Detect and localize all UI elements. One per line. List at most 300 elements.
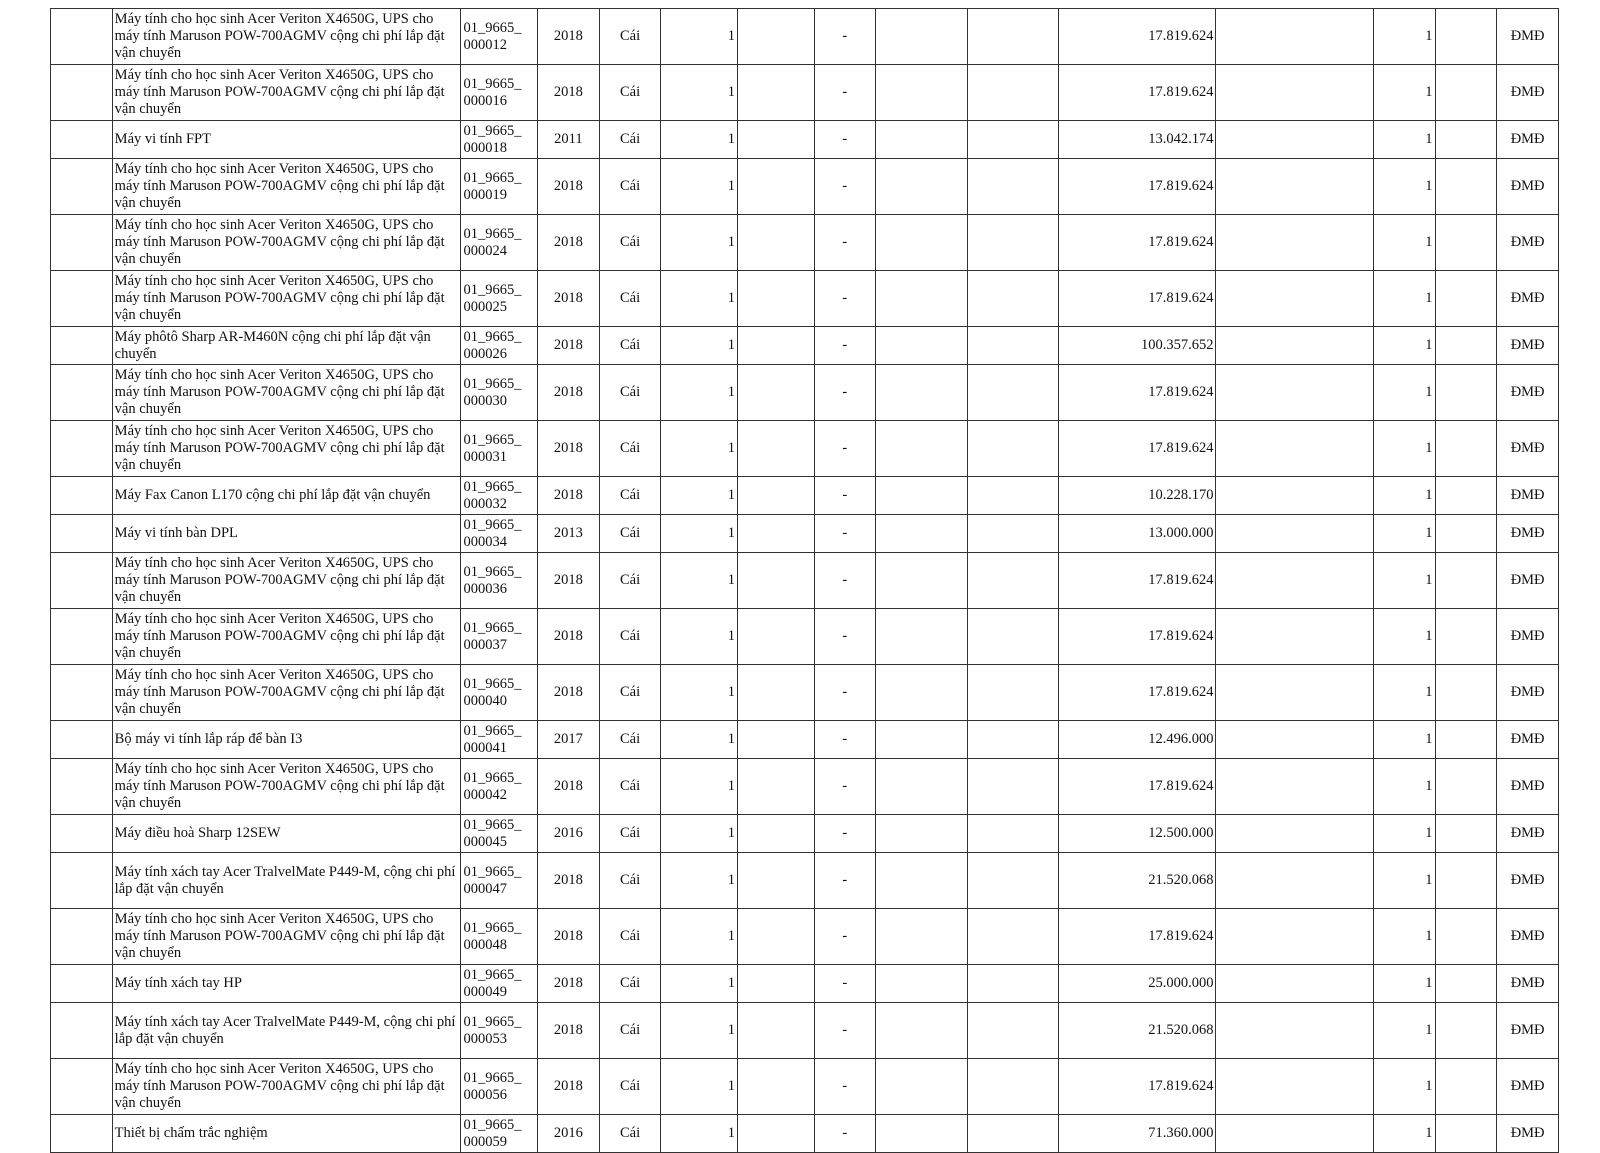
index-cell bbox=[51, 1003, 113, 1059]
condition-cell: ĐMĐ bbox=[1497, 365, 1559, 421]
empty-cell bbox=[967, 515, 1058, 553]
empty-cell bbox=[1435, 1115, 1497, 1153]
count-cell: 1 bbox=[1373, 327, 1435, 365]
description-cell: Máy tính cho học sinh Acer Veriton X4650G, UPS cho máy tính Maruson POW-700AGMV cộng chi phí lắp đặt vận chuyển bbox=[112, 159, 461, 215]
count-cell: 1 bbox=[1373, 421, 1435, 477]
dash-cell: - bbox=[814, 477, 876, 515]
description-cell: Bộ máy vi tính lắp ráp để bàn I3 bbox=[112, 721, 461, 759]
value-cell: 17.819.624 bbox=[1059, 215, 1216, 271]
empty-cell bbox=[967, 65, 1058, 121]
table-row bbox=[51, 1115, 1559, 1153]
unit-cell: Cái bbox=[599, 121, 661, 159]
count-cell: 1 bbox=[1373, 271, 1435, 327]
description-cell: Thiết bị chấm trắc nghiệm bbox=[112, 1115, 461, 1153]
asset-code-cell: 01_9665_ 000024 bbox=[461, 215, 538, 271]
value-cell: 21.520.068 bbox=[1059, 1003, 1216, 1059]
year-cell: 2018 bbox=[538, 553, 600, 609]
quantity-cell: 1 bbox=[661, 965, 738, 1003]
table-row bbox=[51, 853, 1559, 909]
condition-cell: ĐMĐ bbox=[1497, 1115, 1559, 1153]
asset-code-cell: 01_9665_ 000032 bbox=[461, 477, 538, 515]
count-cell: 1 bbox=[1373, 815, 1435, 853]
unit-cell: Cái bbox=[599, 159, 661, 215]
value-cell: 21.520.068 bbox=[1059, 853, 1216, 909]
condition-cell: ĐMĐ bbox=[1497, 1059, 1559, 1115]
table-row bbox=[51, 327, 1559, 365]
empty-cell bbox=[876, 9, 967, 65]
empty-cell bbox=[1216, 609, 1373, 665]
unit-cell: Cái bbox=[599, 65, 661, 121]
index-cell bbox=[51, 365, 113, 421]
dash-cell: - bbox=[814, 665, 876, 721]
table-row bbox=[51, 1003, 1559, 1059]
unit-cell: Cái bbox=[599, 327, 661, 365]
dash-cell: - bbox=[814, 65, 876, 121]
description-cell: Máy tính cho học sinh Acer Veriton X4650G, UPS cho máy tính Maruson POW-700AGMV cộng chi phí lắp đặt vận chuyển bbox=[112, 759, 461, 815]
empty-cell bbox=[737, 121, 814, 159]
empty-cell bbox=[737, 553, 814, 609]
quantity-cell: 1 bbox=[661, 853, 738, 909]
value-cell: 17.819.624 bbox=[1059, 759, 1216, 815]
description-cell: Máy tính cho học sinh Acer Veriton X4650G, UPS cho máy tính Maruson POW-700AGMV cộng chi phí lắp đặt vận chuyển bbox=[112, 215, 461, 271]
count-cell: 1 bbox=[1373, 9, 1435, 65]
index-cell bbox=[51, 121, 113, 159]
dash-cell: - bbox=[814, 515, 876, 553]
empty-cell bbox=[737, 1115, 814, 1153]
empty-cell bbox=[737, 1003, 814, 1059]
empty-cell bbox=[967, 9, 1058, 65]
year-cell: 2017 bbox=[538, 721, 600, 759]
empty-cell bbox=[967, 121, 1058, 159]
empty-cell bbox=[876, 1059, 967, 1115]
asset-code-cell: 01_9665_ 000048 bbox=[461, 909, 538, 965]
dash-cell: - bbox=[814, 1003, 876, 1059]
empty-cell bbox=[876, 909, 967, 965]
table-row bbox=[51, 121, 1559, 159]
year-cell: 2018 bbox=[538, 327, 600, 365]
empty-cell bbox=[737, 853, 814, 909]
empty-cell bbox=[876, 965, 967, 1003]
empty-cell bbox=[876, 721, 967, 759]
description-cell: Máy điều hoà Sharp 12SEW bbox=[112, 815, 461, 853]
quantity-cell: 1 bbox=[661, 909, 738, 965]
empty-cell bbox=[876, 853, 967, 909]
empty-cell bbox=[876, 815, 967, 853]
empty-cell bbox=[967, 815, 1058, 853]
dash-cell: - bbox=[814, 609, 876, 665]
empty-cell bbox=[1216, 477, 1373, 515]
empty-cell bbox=[737, 965, 814, 1003]
value-cell: 12.496.000 bbox=[1059, 721, 1216, 759]
condition-cell: ĐMĐ bbox=[1497, 515, 1559, 553]
empty-cell bbox=[1216, 721, 1373, 759]
asset-code-cell: 01_9665_ 000016 bbox=[461, 65, 538, 121]
asset-code-cell: 01_9665_ 000059 bbox=[461, 1115, 538, 1153]
quantity-cell: 1 bbox=[661, 1003, 738, 1059]
condition-cell: ĐMĐ bbox=[1497, 665, 1559, 721]
description-cell: Máy tính cho học sinh Acer Veriton X4650G, UPS cho máy tính Maruson POW-700AGMV cộng chi phí lắp đặt vận chuyển bbox=[112, 1059, 461, 1115]
condition-cell: ĐMĐ bbox=[1497, 477, 1559, 515]
empty-cell bbox=[876, 365, 967, 421]
empty-cell bbox=[967, 1059, 1058, 1115]
dash-cell: - bbox=[814, 965, 876, 1003]
count-cell: 1 bbox=[1373, 1115, 1435, 1153]
description-cell: Máy tính cho học sinh Acer Veriton X4650G, UPS cho máy tính Maruson POW-700AGMV cộng chi phí lắp đặt vận chuyển bbox=[112, 271, 461, 327]
year-cell: 2018 bbox=[538, 1003, 600, 1059]
empty-cell bbox=[737, 215, 814, 271]
index-cell bbox=[51, 965, 113, 1003]
empty-cell bbox=[1216, 515, 1373, 553]
condition-cell: ĐMĐ bbox=[1497, 121, 1559, 159]
value-cell: 25.000.000 bbox=[1059, 965, 1216, 1003]
count-cell: 1 bbox=[1373, 665, 1435, 721]
condition-cell: ĐMĐ bbox=[1497, 965, 1559, 1003]
quantity-cell: 1 bbox=[661, 1115, 738, 1153]
asset-code-cell: 01_9665_ 000040 bbox=[461, 665, 538, 721]
asset-code-cell: 01_9665_ 000036 bbox=[461, 553, 538, 609]
condition-cell: ĐMĐ bbox=[1497, 759, 1559, 815]
empty-cell bbox=[967, 327, 1058, 365]
dash-cell: - bbox=[814, 121, 876, 159]
year-cell: 2018 bbox=[538, 9, 600, 65]
dash-cell: - bbox=[814, 553, 876, 609]
empty-cell bbox=[967, 421, 1058, 477]
empty-cell bbox=[737, 9, 814, 65]
empty-cell bbox=[876, 1003, 967, 1059]
description-cell: Máy tính cho học sinh Acer Veriton X4650G, UPS cho máy tính Maruson POW-700AGMV cộng chi phí lắp đặt vận chuyển bbox=[112, 909, 461, 965]
count-cell: 1 bbox=[1373, 1059, 1435, 1115]
empty-cell bbox=[967, 909, 1058, 965]
value-cell: 17.819.624 bbox=[1059, 421, 1216, 477]
empty-cell bbox=[737, 159, 814, 215]
unit-cell: Cái bbox=[599, 9, 661, 65]
unit-cell: Cái bbox=[599, 965, 661, 1003]
quantity-cell: 1 bbox=[661, 815, 738, 853]
unit-cell: Cái bbox=[599, 365, 661, 421]
quantity-cell: 1 bbox=[661, 159, 738, 215]
index-cell bbox=[51, 159, 113, 215]
unit-cell: Cái bbox=[599, 1059, 661, 1115]
empty-cell bbox=[967, 721, 1058, 759]
description-cell: Máy tính cho học sinh Acer Veriton X4650G, UPS cho máy tính Maruson POW-700AGMV cộng chi phí lắp đặt vận chuyển bbox=[112, 421, 461, 477]
empty-cell bbox=[967, 159, 1058, 215]
empty-cell bbox=[1435, 1003, 1497, 1059]
quantity-cell: 1 bbox=[661, 215, 738, 271]
index-cell bbox=[51, 665, 113, 721]
condition-cell: ĐMĐ bbox=[1497, 215, 1559, 271]
index-cell bbox=[51, 1059, 113, 1115]
index-cell bbox=[51, 271, 113, 327]
empty-cell bbox=[967, 1003, 1058, 1059]
empty-cell bbox=[876, 159, 967, 215]
empty-cell bbox=[1216, 665, 1373, 721]
empty-cell bbox=[737, 421, 814, 477]
description-cell: Máy vi tính FPT bbox=[112, 121, 461, 159]
dash-cell: - bbox=[814, 365, 876, 421]
table-row bbox=[51, 609, 1559, 665]
unit-cell: Cái bbox=[599, 553, 661, 609]
empty-cell bbox=[967, 365, 1058, 421]
dash-cell: - bbox=[814, 421, 876, 477]
empty-cell bbox=[967, 759, 1058, 815]
empty-cell bbox=[1216, 121, 1373, 159]
quantity-cell: 1 bbox=[661, 271, 738, 327]
description-cell: Máy tính xách tay Acer TralvelMate P449-M, cộng chi phí lắp đặt vận chuyển bbox=[112, 1003, 461, 1059]
empty-cell bbox=[1435, 909, 1497, 965]
table-row bbox=[51, 65, 1559, 121]
value-cell: 13.042.174 bbox=[1059, 121, 1216, 159]
unit-cell: Cái bbox=[599, 759, 661, 815]
empty-cell bbox=[737, 65, 814, 121]
empty-cell bbox=[1435, 665, 1497, 721]
table-row bbox=[51, 721, 1559, 759]
count-cell: 1 bbox=[1373, 1003, 1435, 1059]
table-row bbox=[51, 759, 1559, 815]
empty-cell bbox=[1435, 271, 1497, 327]
condition-cell: ĐMĐ bbox=[1497, 721, 1559, 759]
dash-cell: - bbox=[814, 1115, 876, 1153]
table-row bbox=[51, 215, 1559, 271]
quantity-cell: 1 bbox=[661, 327, 738, 365]
value-cell: 17.819.624 bbox=[1059, 159, 1216, 215]
count-cell: 1 bbox=[1373, 553, 1435, 609]
index-cell bbox=[51, 515, 113, 553]
asset-code-cell: 01_9665_ 000026 bbox=[461, 327, 538, 365]
index-cell bbox=[51, 65, 113, 121]
condition-cell: ĐMĐ bbox=[1497, 271, 1559, 327]
empty-cell bbox=[1216, 365, 1373, 421]
condition-cell: ĐMĐ bbox=[1497, 327, 1559, 365]
empty-cell bbox=[1216, 909, 1373, 965]
empty-cell bbox=[1435, 215, 1497, 271]
asset-code-cell: 01_9665_ 000047 bbox=[461, 853, 538, 909]
table-body bbox=[51, 9, 1559, 1153]
table-row bbox=[51, 421, 1559, 477]
condition-cell: ĐMĐ bbox=[1497, 815, 1559, 853]
empty-cell bbox=[1435, 421, 1497, 477]
quantity-cell: 1 bbox=[661, 477, 738, 515]
year-cell: 2018 bbox=[538, 65, 600, 121]
year-cell: 2013 bbox=[538, 515, 600, 553]
empty-cell bbox=[1435, 365, 1497, 421]
unit-cell: Cái bbox=[599, 721, 661, 759]
empty-cell bbox=[1435, 515, 1497, 553]
year-cell: 2018 bbox=[538, 477, 600, 515]
empty-cell bbox=[1435, 553, 1497, 609]
empty-cell bbox=[967, 271, 1058, 327]
count-cell: 1 bbox=[1373, 159, 1435, 215]
empty-cell bbox=[876, 515, 967, 553]
year-cell: 2016 bbox=[538, 1115, 600, 1153]
dash-cell: - bbox=[814, 327, 876, 365]
empty-cell bbox=[1216, 327, 1373, 365]
empty-cell bbox=[876, 759, 967, 815]
asset-code-cell: 01_9665_ 000045 bbox=[461, 815, 538, 853]
empty-cell bbox=[1435, 477, 1497, 515]
unit-cell: Cái bbox=[599, 815, 661, 853]
empty-cell bbox=[1435, 815, 1497, 853]
empty-cell bbox=[876, 121, 967, 159]
empty-cell bbox=[967, 609, 1058, 665]
year-cell: 2018 bbox=[538, 365, 600, 421]
index-cell bbox=[51, 215, 113, 271]
empty-cell bbox=[876, 1115, 967, 1153]
empty-cell bbox=[1216, 421, 1373, 477]
index-cell bbox=[51, 477, 113, 515]
value-cell: 17.819.624 bbox=[1059, 365, 1216, 421]
table-row bbox=[51, 553, 1559, 609]
description-cell: Máy tính cho học sinh Acer Veriton X4650G, UPS cho máy tính Maruson POW-700AGMV cộng chi phí lắp đặt vận chuyển bbox=[112, 665, 461, 721]
empty-cell bbox=[1435, 65, 1497, 121]
empty-cell bbox=[737, 815, 814, 853]
count-cell: 1 bbox=[1373, 121, 1435, 159]
empty-cell bbox=[1216, 271, 1373, 327]
year-cell: 2018 bbox=[538, 215, 600, 271]
quantity-cell: 1 bbox=[661, 1059, 738, 1115]
table-row bbox=[51, 1059, 1559, 1115]
dash-cell: - bbox=[814, 215, 876, 271]
count-cell: 1 bbox=[1373, 965, 1435, 1003]
asset-code-cell: 01_9665_ 000030 bbox=[461, 365, 538, 421]
year-cell: 2018 bbox=[538, 665, 600, 721]
empty-cell bbox=[876, 327, 967, 365]
empty-cell bbox=[876, 65, 967, 121]
empty-cell bbox=[876, 271, 967, 327]
quantity-cell: 1 bbox=[661, 421, 738, 477]
quantity-cell: 1 bbox=[661, 121, 738, 159]
empty-cell bbox=[967, 665, 1058, 721]
empty-cell bbox=[1435, 609, 1497, 665]
value-cell: 17.819.624 bbox=[1059, 65, 1216, 121]
value-cell: 100.357.652 bbox=[1059, 327, 1216, 365]
empty-cell bbox=[1435, 759, 1497, 815]
empty-cell bbox=[967, 853, 1058, 909]
dash-cell: - bbox=[814, 159, 876, 215]
empty-cell bbox=[737, 665, 814, 721]
condition-cell: ĐMĐ bbox=[1497, 609, 1559, 665]
table-row bbox=[51, 909, 1559, 965]
quantity-cell: 1 bbox=[661, 609, 738, 665]
asset-code-cell: 01_9665_ 000034 bbox=[461, 515, 538, 553]
value-cell: 17.819.624 bbox=[1059, 609, 1216, 665]
empty-cell bbox=[1216, 1059, 1373, 1115]
dash-cell: - bbox=[814, 759, 876, 815]
index-cell bbox=[51, 759, 113, 815]
year-cell: 2018 bbox=[538, 421, 600, 477]
condition-cell: ĐMĐ bbox=[1497, 553, 1559, 609]
empty-cell bbox=[737, 365, 814, 421]
empty-cell bbox=[967, 965, 1058, 1003]
count-cell: 1 bbox=[1373, 365, 1435, 421]
asset-code-cell: 01_9665_ 000019 bbox=[461, 159, 538, 215]
description-cell: Máy tính cho học sinh Acer Veriton X4650G, UPS cho máy tính Maruson POW-700AGMV cộng chi phí lắp đặt vận chuyển bbox=[112, 365, 461, 421]
unit-cell: Cái bbox=[599, 515, 661, 553]
index-cell bbox=[51, 553, 113, 609]
empty-cell bbox=[1435, 159, 1497, 215]
empty-cell bbox=[737, 721, 814, 759]
description-cell: Máy tính xách tay Acer TralvelMate P449-M, cộng chi phí lắp đặt vận chuyển bbox=[112, 853, 461, 909]
quantity-cell: 1 bbox=[661, 665, 738, 721]
quantity-cell: 1 bbox=[661, 721, 738, 759]
table-row bbox=[51, 515, 1559, 553]
dash-cell: - bbox=[814, 815, 876, 853]
asset-code-cell: 01_9665_ 000012 bbox=[461, 9, 538, 65]
count-cell: 1 bbox=[1373, 477, 1435, 515]
empty-cell bbox=[967, 1115, 1058, 1153]
value-cell: 17.819.624 bbox=[1059, 665, 1216, 721]
quantity-cell: 1 bbox=[661, 65, 738, 121]
year-cell: 2018 bbox=[538, 609, 600, 665]
unit-cell: Cái bbox=[599, 421, 661, 477]
table-row bbox=[51, 665, 1559, 721]
empty-cell bbox=[737, 909, 814, 965]
value-cell: 13.000.000 bbox=[1059, 515, 1216, 553]
condition-cell: ĐMĐ bbox=[1497, 1003, 1559, 1059]
quantity-cell: 1 bbox=[661, 553, 738, 609]
unit-cell: Cái bbox=[599, 1003, 661, 1059]
asset-code-cell: 01_9665_ 000037 bbox=[461, 609, 538, 665]
condition-cell: ĐMĐ bbox=[1497, 9, 1559, 65]
condition-cell: ĐMĐ bbox=[1497, 159, 1559, 215]
description-cell: Máy tính cho học sinh Acer Veriton X4650G, UPS cho máy tính Maruson POW-700AGMV cộng chi phí lắp đặt vận chuyển bbox=[112, 9, 461, 65]
index-cell bbox=[51, 721, 113, 759]
empty-cell bbox=[876, 665, 967, 721]
empty-cell bbox=[737, 477, 814, 515]
empty-cell bbox=[876, 421, 967, 477]
empty-cell bbox=[1216, 965, 1373, 1003]
description-cell: Máy phôtô Sharp AR-M460N cộng chi phí lắp đặt vận chuyển bbox=[112, 327, 461, 365]
empty-cell bbox=[737, 327, 814, 365]
empty-cell bbox=[1435, 965, 1497, 1003]
asset-table bbox=[50, 8, 1559, 1153]
index-cell bbox=[51, 815, 113, 853]
count-cell: 1 bbox=[1373, 515, 1435, 553]
value-cell: 17.819.624 bbox=[1059, 1059, 1216, 1115]
year-cell: 2018 bbox=[538, 759, 600, 815]
condition-cell: ĐMĐ bbox=[1497, 909, 1559, 965]
empty-cell bbox=[1216, 853, 1373, 909]
empty-cell bbox=[1435, 327, 1497, 365]
empty-cell bbox=[1216, 1003, 1373, 1059]
year-cell: 2011 bbox=[538, 121, 600, 159]
unit-cell: Cái bbox=[599, 609, 661, 665]
description-cell: Máy tính cho học sinh Acer Veriton X4650G, UPS cho máy tính Maruson POW-700AGMV cộng chi phí lắp đặt vận chuyển bbox=[112, 553, 461, 609]
index-cell bbox=[51, 327, 113, 365]
index-cell bbox=[51, 9, 113, 65]
empty-cell bbox=[876, 215, 967, 271]
asset-code-cell: 01_9665_ 000031 bbox=[461, 421, 538, 477]
table-row bbox=[51, 965, 1559, 1003]
value-cell: 17.819.624 bbox=[1059, 271, 1216, 327]
quantity-cell: 1 bbox=[661, 9, 738, 65]
year-cell: 2018 bbox=[538, 271, 600, 327]
quantity-cell: 1 bbox=[661, 365, 738, 421]
year-cell: 2018 bbox=[538, 965, 600, 1003]
value-cell: 12.500.000 bbox=[1059, 815, 1216, 853]
dash-cell: - bbox=[814, 909, 876, 965]
value-cell: 71.360.000 bbox=[1059, 1115, 1216, 1153]
index-cell bbox=[51, 909, 113, 965]
empty-cell bbox=[1435, 853, 1497, 909]
dash-cell: - bbox=[814, 721, 876, 759]
count-cell: 1 bbox=[1373, 65, 1435, 121]
year-cell: 2016 bbox=[538, 815, 600, 853]
condition-cell: ĐMĐ bbox=[1497, 65, 1559, 121]
unit-cell: Cái bbox=[599, 477, 661, 515]
value-cell: 17.819.624 bbox=[1059, 9, 1216, 65]
empty-cell bbox=[1435, 1059, 1497, 1115]
dash-cell: - bbox=[814, 853, 876, 909]
